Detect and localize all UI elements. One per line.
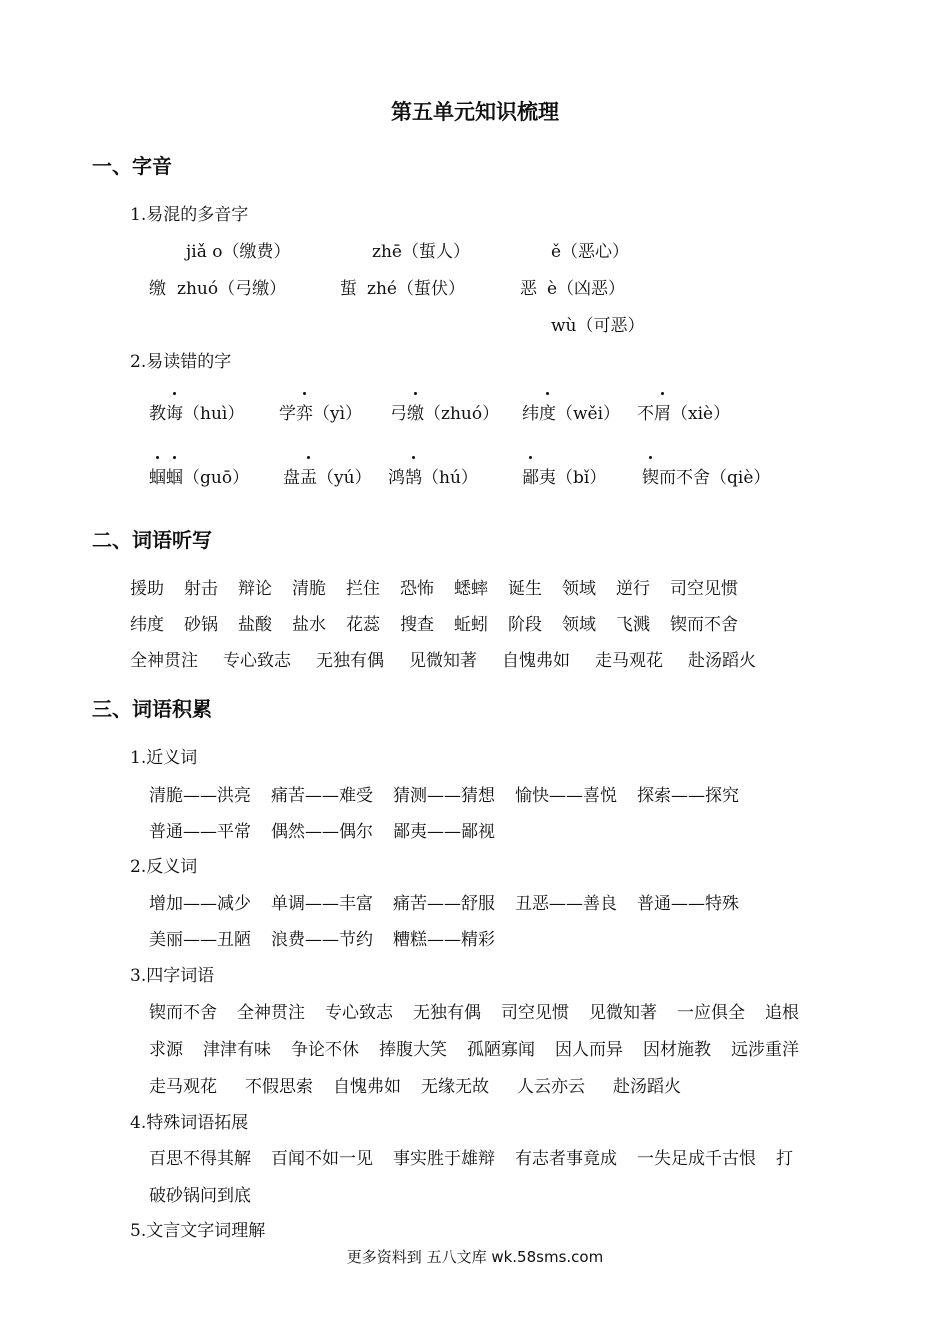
special-phrase: 破砂锅问到底 — [149, 1186, 251, 1206]
dictation-word: 锲而不舍 — [670, 615, 738, 635]
dictation-word: 专心致志 — [223, 651, 291, 671]
antonym-pair: 痛苦——舒服 — [393, 894, 495, 914]
dictation-word: 逆行 — [616, 579, 650, 599]
char-zhe: 蜇 — [340, 279, 357, 299]
antonym-pair: 糟糕——精彩 — [393, 930, 495, 950]
misread-dotted: 弈 — [296, 399, 313, 424]
idiom: 因材施教 — [643, 1040, 711, 1060]
special-phrase: 百思不得其解 — [149, 1149, 251, 1169]
pinyin-e4: è（凶恶） — [547, 279, 626, 299]
misread-post: （yú） — [317, 468, 372, 488]
dictation-word: 蚯蚓 — [454, 615, 488, 635]
synonym-pair: 普通——平常 — [149, 822, 251, 842]
idiom: 锲而不舍 — [149, 1003, 217, 1023]
antonym-pair: 浪费——节约 — [271, 930, 373, 950]
antonyms-row-2 — [149, 925, 495, 950]
idiom: 无缘无故 — [421, 1077, 489, 1097]
dictation-word: 阶段 — [508, 615, 542, 635]
misread-pre: 弓 — [390, 404, 407, 424]
dictation-row-1 — [130, 574, 738, 599]
idiom: 走马观花 — [149, 1077, 217, 1097]
misread-item — [390, 399, 499, 424]
dictation-word: 清脆 — [292, 579, 326, 599]
misread-post: （guō） — [183, 468, 250, 488]
section-heading-pronunciation: 一、字音 — [92, 154, 172, 178]
misread-post: （huì） — [183, 404, 245, 424]
idioms-row-2 — [149, 1035, 799, 1060]
synonyms-row-1 — [149, 781, 739, 806]
special-phrase: 百闻不如一见 — [271, 1149, 373, 1169]
misread-dotted: 鹄 — [405, 463, 422, 488]
idioms-row-1 — [149, 998, 799, 1023]
char-e: 恶 — [520, 279, 537, 299]
misread-dotted: 屑 — [654, 399, 671, 424]
synonym-pair: 猜测——猜想 — [393, 786, 495, 806]
idiom: 求源 — [149, 1040, 183, 1060]
antonym-pair: 单调——丰富 — [271, 894, 373, 914]
idiom: 津津有味 — [203, 1040, 271, 1060]
dictation-row-3 — [130, 646, 756, 671]
dictation-word: 援助 — [130, 579, 164, 599]
misread-item — [522, 399, 620, 424]
synonym-pair: 偶然——偶尔 — [271, 822, 373, 842]
idiom: 人云亦云 — [517, 1077, 585, 1097]
polyphone-heading: 1.易混的多音字 — [130, 205, 249, 225]
dictation-word: 花蕊 — [346, 615, 380, 635]
pinyin-zhuo: zhuó（弓缴） — [177, 279, 287, 299]
idiom: 追根 — [765, 1003, 799, 1023]
misread-dotted: 蝈蝈 — [149, 468, 183, 488]
misread-post: （wěi） — [556, 404, 621, 424]
idiom: 自愧弗如 — [333, 1077, 401, 1097]
idiom: 司空见惯 — [501, 1003, 569, 1023]
dictation-word: 盐酸 — [238, 615, 272, 635]
misread-post: （hú） — [422, 468, 478, 488]
idiom: 专心致志 — [325, 1003, 393, 1023]
misread-dotted: 缴 — [407, 399, 424, 424]
misread-item — [279, 399, 362, 424]
dictation-word: 走马观花 — [595, 651, 663, 671]
dictation-word: 司空见惯 — [670, 579, 738, 599]
idiom: 孤陋寡闻 — [467, 1040, 535, 1060]
synonyms-heading: 1.近义词 — [130, 748, 198, 768]
dictation-word: 盐水 — [292, 615, 326, 635]
footer-source: 更多资料到 五八文库 wk.58sms.com — [346, 1248, 604, 1266]
dictation-word: 全神贯注 — [130, 651, 198, 671]
idioms-row-3 — [149, 1072, 681, 1097]
idiom: 一应俱全 — [677, 1003, 745, 1023]
misread-pre: 学 — [279, 404, 296, 424]
dictation-word: 领域 — [562, 615, 596, 635]
misread-post: 夷（bǐ） — [539, 468, 607, 488]
dictation-word: 无独有偶 — [316, 651, 384, 671]
idiom: 见微知著 — [589, 1003, 657, 1023]
misread-post: （yì） — [313, 404, 363, 424]
synonym-pair: 清脆——洪亮 — [149, 786, 251, 806]
dictation-word: 诞生 — [508, 579, 542, 599]
special-phrase: 一失足成千古恨 — [637, 1149, 756, 1169]
idiom: 争论不休 — [291, 1040, 359, 1060]
pinyin-e3: ě（恶心） — [551, 242, 630, 262]
dictation-word: 砂锅 — [184, 615, 218, 635]
pinyin-jiao: jiǎ o（缴费） — [186, 242, 291, 262]
idiom: 赴汤蹈火 — [613, 1077, 681, 1097]
misread-post: 而不舍（qiè） — [659, 468, 771, 488]
pinyin-wu: wù（可恶） — [551, 316, 645, 336]
dictation-word: 拦住 — [346, 579, 380, 599]
dictation-word: 自愧弗如 — [502, 651, 570, 671]
misread-dotted: 盂 — [300, 463, 317, 488]
idiom: 远涉重洋 — [731, 1040, 799, 1060]
idiom: 捧腹大笑 — [379, 1040, 447, 1060]
synonym-pair: 鄙夷——鄙视 — [393, 822, 495, 842]
misread-pre: 盘 — [283, 468, 300, 488]
misread-dotted: 度 — [539, 399, 556, 424]
idiom: 无独有偶 — [413, 1003, 481, 1023]
special-row-1 — [149, 1144, 793, 1169]
idiom: 全神贯注 — [237, 1003, 305, 1023]
misread-post: （zhuó） — [424, 404, 500, 424]
dictation-word: 见微知著 — [409, 651, 477, 671]
idiom: 不假思索 — [245, 1077, 313, 1097]
char-jiao: 缴 — [149, 279, 166, 299]
misread-item — [637, 399, 730, 424]
misread-item — [149, 463, 249, 488]
section-heading-dictation: 二、词语听写 — [92, 528, 212, 552]
dictation-row-2 — [130, 610, 738, 635]
section-heading-accumulation: 三、词语积累 — [92, 697, 212, 721]
misread-pre: 鸿 — [388, 468, 405, 488]
special-row-2 — [149, 1181, 251, 1206]
misread-heading: 2.易读错的字 — [130, 352, 232, 372]
dictation-word: 纬度 — [130, 615, 164, 635]
dictation-word: 飞溅 — [616, 615, 650, 635]
antonyms-row-1 — [149, 889, 739, 914]
misread-dotted: 诲 — [166, 399, 183, 424]
special-phrase: 有志者事竟成 — [515, 1149, 617, 1169]
misread-pre: 不 — [637, 404, 654, 424]
antonym-pair: 丑恶——善良 — [515, 894, 617, 914]
misread-item — [522, 463, 606, 488]
misread-item — [283, 463, 372, 488]
antonym-pair: 美丽——丑陋 — [149, 930, 251, 950]
misread-pre: 教 — [149, 404, 166, 424]
dictation-word: 赴汤蹈火 — [688, 651, 756, 671]
misread-post: （xiè） — [671, 404, 731, 424]
misread-pre: 纬 — [522, 404, 539, 424]
misread-dotted: 锲 — [642, 463, 659, 488]
pinyin-zhe2: zhé（蜇伏） — [367, 279, 465, 299]
synonym-pair: 痛苦——难受 — [271, 786, 373, 806]
misread-item — [388, 463, 478, 488]
synonyms-row-2 — [149, 817, 495, 842]
dictation-word: 恐怖 — [400, 579, 434, 599]
misread-item — [149, 399, 244, 424]
page-title: 第五单元知识梳理 — [391, 100, 559, 124]
dictation-word: 辩论 — [238, 579, 272, 599]
antonyms-heading: 2.反义词 — [130, 857, 198, 877]
antonym-pair: 普通——特殊 — [637, 894, 739, 914]
dictation-word: 领域 — [562, 579, 596, 599]
special-phrase: 事实胜于雄辩 — [393, 1149, 495, 1169]
idioms-heading: 3.四字词语 — [130, 966, 215, 986]
misread-dotted: 鄙 — [522, 463, 539, 488]
dictation-word: 搜查 — [400, 615, 434, 635]
synonym-pair: 愉快——喜悦 — [515, 786, 617, 806]
pinyin-zhe1: zhē（蜇人） — [372, 242, 470, 262]
special-heading: 4.特殊词语拓展 — [130, 1113, 249, 1133]
misread-item — [642, 463, 770, 488]
antonym-pair: 增加——减少 — [149, 894, 251, 914]
special-phrase: 打 — [776, 1149, 793, 1169]
synonym-pair: 探索——探究 — [637, 786, 739, 806]
dictation-word: 蟋蟀 — [454, 579, 488, 599]
dictation-word: 射击 — [184, 579, 218, 599]
classical-heading: 5.文言文字词理解 — [130, 1221, 266, 1241]
idiom: 因人而异 — [555, 1040, 623, 1060]
